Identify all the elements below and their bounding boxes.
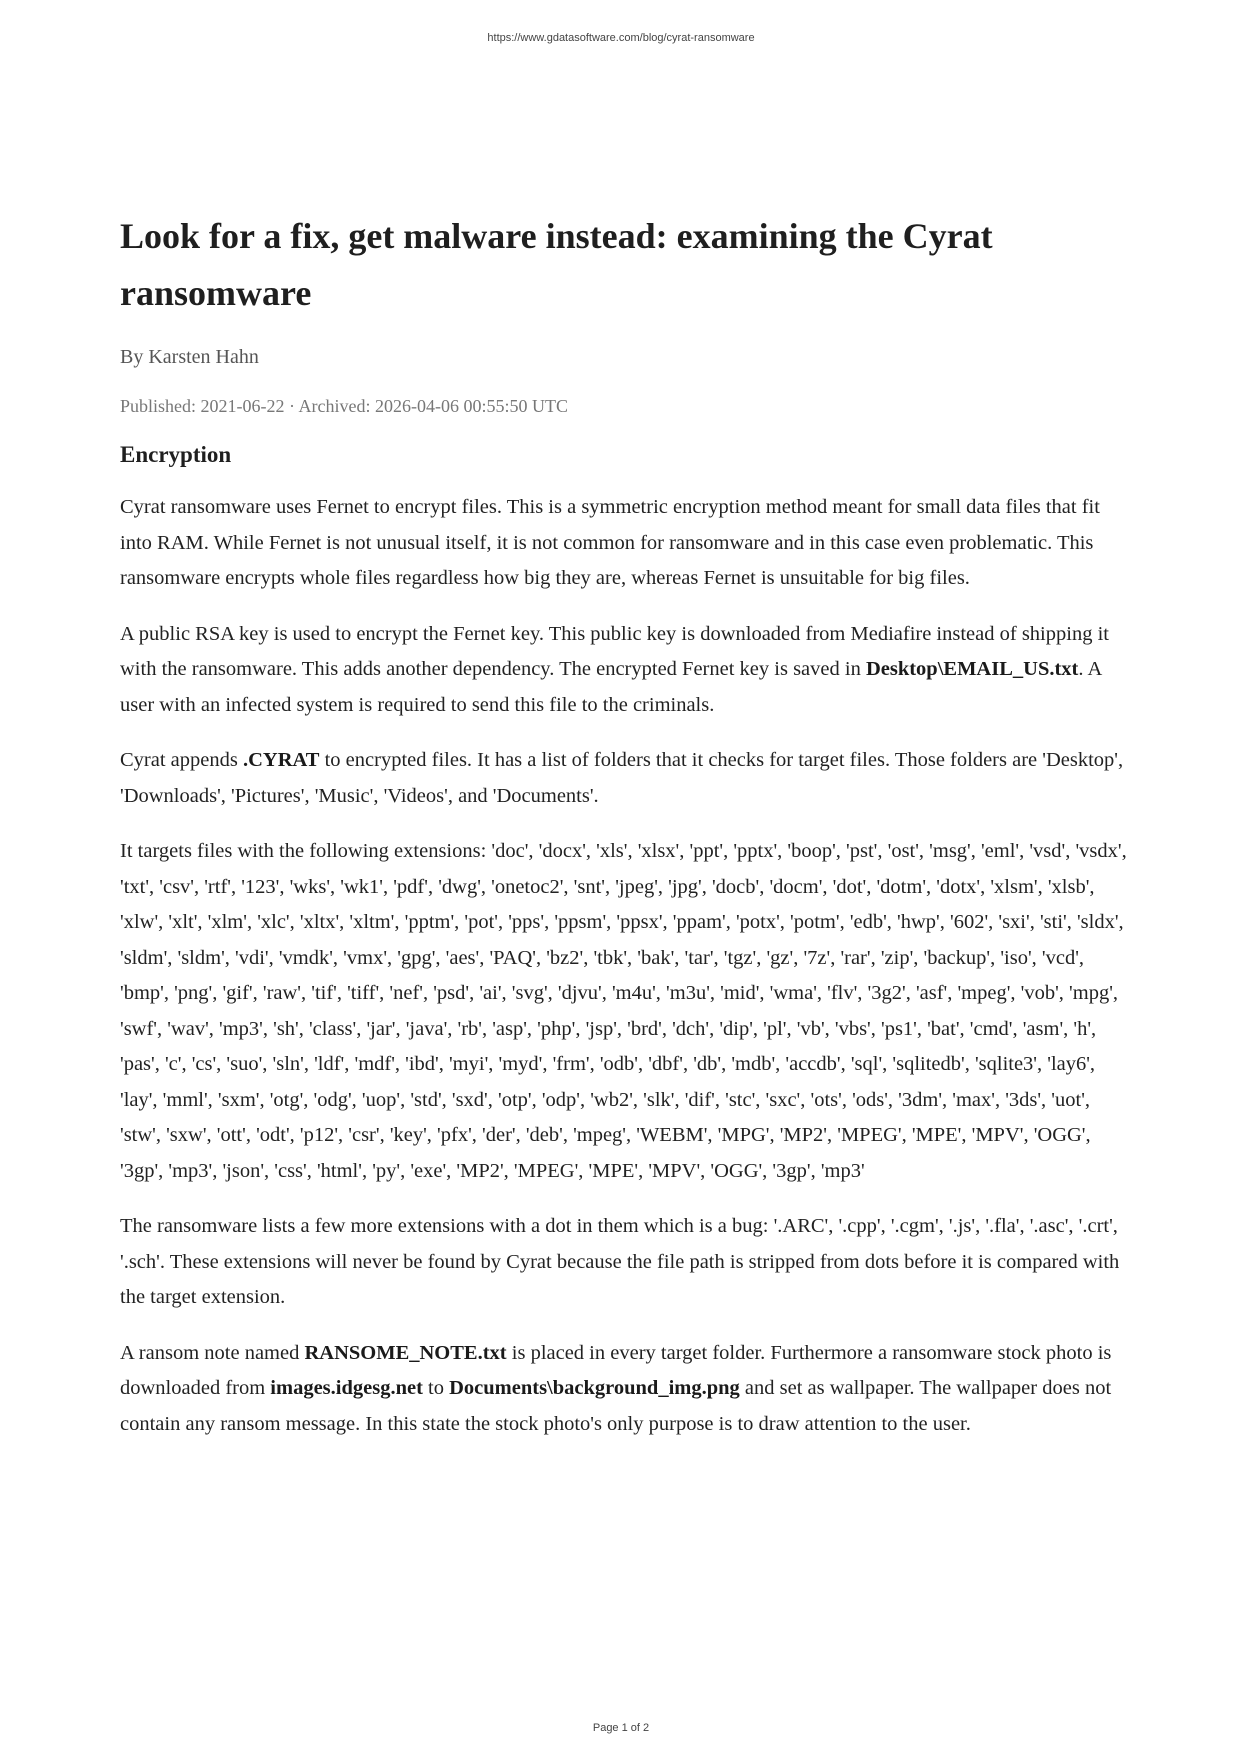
email-us-file-path: Desktop\EMAIL_US.txt <box>865 658 1079 680</box>
paragraph-rsa-key <box>120 617 1130 724</box>
wallpaper-file-path: Documents\background_img.png <box>449 1377 740 1399</box>
paragraph-cyrat-extension <box>120 743 1130 814</box>
article <box>120 208 1130 1462</box>
paragraph-extension-bug: The ransomware lists a few more extensions with a dot in them which is a bug: '.ARC', '.cpp', '.cgm', '.js', '.fla', '.asc', '.crt', '.sch'. These extensions will never be found by Cyrat because the file path is stripped from dots before it is compared with the target extension. <box>120 1215 1120 1308</box>
paragraph-text: . A user with an infected system is required to send this file to the criminals. <box>120 658 1102 716</box>
paragraph-text: A ransom note named <box>120 1341 305 1364</box>
page-url: https://www.gdatasoftware.com/blog/cyrat-ransomware <box>487 32 755 44</box>
paragraph-text: A public RSA key is used to encrypt the Fernet key. This public key is downloaded from Mediafire instead of shipping it with the ransomware. This adds another dependency. The encrypted Fernet key is saved in <box>120 622 1109 680</box>
paragraph-ransom-note <box>120 1336 1130 1443</box>
paragraph-text: Cyrat appends <box>120 749 243 771</box>
section-heading-encryption: Encryption <box>120 442 232 467</box>
paragraph-target-extensions: It targets files with the following extensions: 'doc', 'docx', 'xls', 'xlsx', 'ppt', 'pptx', 'boop', 'pst', 'ost', 'msg', 'eml', 'vsd', 'vsdx', 'txt', 'csv', 'rtf', '123', 'wks', 'wk1', 'pdf', 'dwg', 'onetoc2', 'snt', 'jpeg', 'jpg', 'docb', 'docm', 'dot', 'dotm', 'dotx', 'xlsm', 'xlsb', 'xlw', 'xlt', 'xlm', 'xlc', 'xltx', 'xltm', 'pptm', 'pot', 'pps', 'ppsm', 'ppsx', 'ppam', 'potx', 'potm', 'edb', 'hwp', '602', 'sxi', 'sti', 'sldx', 'sldm', 'sldm', 'vdi', 'vmdk', 'vmx', 'gpg', 'aes', 'PAQ', 'bz2', 'tbk', 'bak', 'tar', 'tgz', 'gz', '7z', 'rar', 'zip', 'backup', 'iso', 'vcd', 'bmp', 'png', 'gif', 'raw', 'tif', 'tiff', 'nef', 'psd', 'ai', 'svg', 'djvu', 'm4u', 'm3u', 'mid', 'wma', 'flv', '3g2', 'asf', 'mpeg', 'vob', 'mpg', 'swf', 'wav', 'mp3', 'sh', 'class', 'jar', 'java', 'rb', 'asp', 'php', 'jsp', 'brd', 'dch', 'dip', 'pl', 'vb', 'vbs', 'ps1', 'bat', 'cmd', 'asm', 'h', 'pas', 'c', 'cs', 'suo', 'sln', 'ldf', 'mdf', 'ibd', 'myi', 'myd', 'frm', 'odb', 'dbf', 'db', 'mdb', 'accdb', 'sql', 'sqlitedb', 'sqlite3', 'lay6', 'lay', 'mml', 'sxm', 'otg', 'odg', 'uop', 'std', 'sxd', 'otp', 'odp', 'wb2', 'slk', 'dif', 'stc', 'sxc', 'ots', 'ods', '3dm', 'max', '3ds', 'uot', 'stw', 'sxw', 'ott', 'odt', 'p12', 'csr', 'key', 'pfx', 'der', 'deb', 'mpeg', 'WEBM', 'MPG', 'MP2', 'MPEG', 'MPE', 'MPV', 'OGG', '3gp', 'mp3', 'json', 'css', 'html', 'py', 'exe', 'MP2', 'MPEG', 'MPE', 'MPV', 'OGG', '3gp', 'mp3' <box>120 840 1127 1182</box>
cyrat-extension: .CYRAT <box>242 749 320 771</box>
paragraph-text: is placed in every target folder. Furthermore a ransomware stock photo is downloaded from <box>120 1341 1112 1399</box>
article-dates: Published: 2021-06-22 · Archived: 2026-04-06 00:55:50 UTC <box>120 396 568 416</box>
paragraph-text: to <box>422 1377 450 1399</box>
article-title: Look for a fix, get malware instead: examining the Cyrat ransomware <box>120 216 993 313</box>
paragraph-fernet: Cyrat ransomware uses Fernet to encrypt files. This is a symmetric encryption method meant for small data files that fit into RAM. While Fernet is not unusual itself, it is not common for ransomware and in this case even problematic. This ransomware encrypts whole files regardless how big they are, whereas Fernet is unsuitable for big files. <box>120 496 1100 589</box>
paragraph-text: to encrypted files. It has a list of folders that it checks for target files. Those folders are 'Desktop', 'Downloads', 'Pictures', 'Music', 'Videos', and 'Documents'. <box>120 749 1124 807</box>
article-author: By Karsten Hahn <box>120 346 259 368</box>
page-number: Page 1 of 2 <box>592 1722 650 1734</box>
paragraph-text: and set as wallpaper. The wallpaper does not contain any ransom message. In this state the stock photo's only purpose is to draw attention to the user. <box>120 1377 1112 1435</box>
image-host-domain: images.idgesg.net <box>270 1377 423 1399</box>
ransom-note-filename: RANSOME_NOTE.txt <box>304 1341 507 1364</box>
